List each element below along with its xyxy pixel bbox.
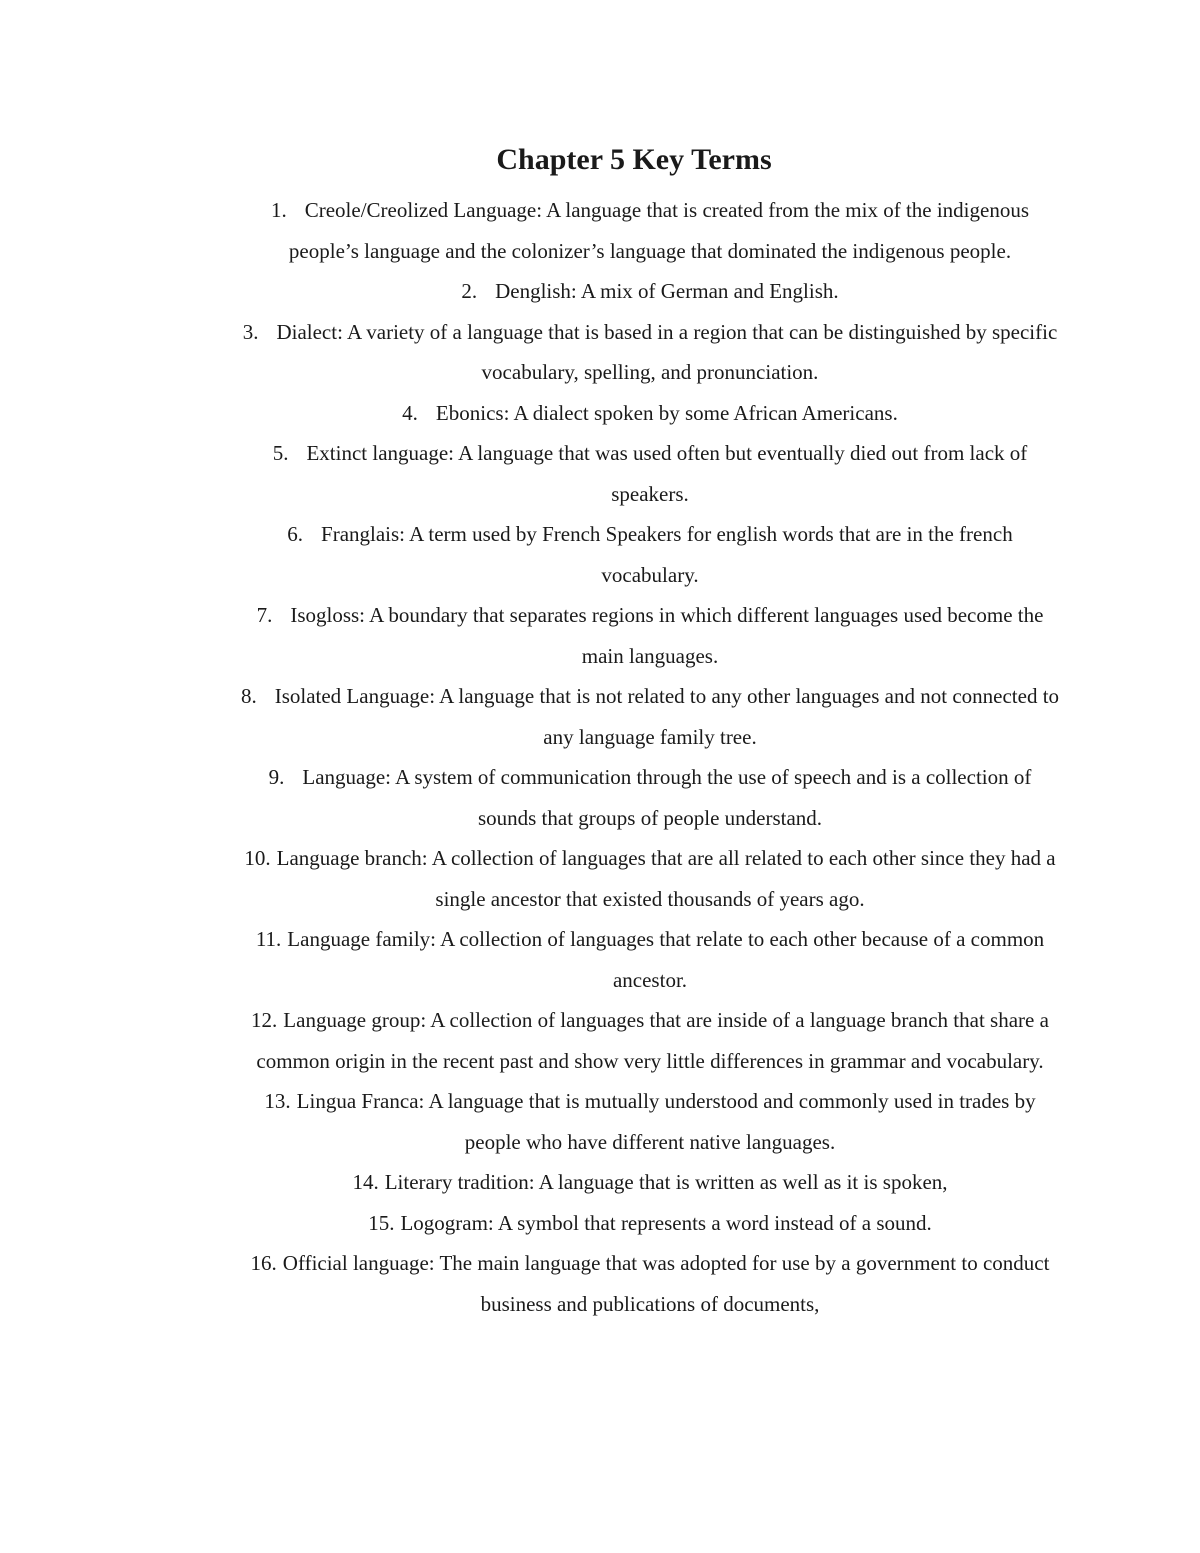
page-title: Chapter 5 Key Terms [496, 143, 772, 176]
term-number: 12. [251, 1008, 278, 1032]
term-text: Dialect: A variety of a language that is based in a region that can be distinguished by specific vocabulary, spelling, and pronunciation. [276, 319, 1058, 384]
term-number: 13. [264, 1089, 291, 1113]
term-text: Lingua Franca: A language that is mutually understood and commonly used in trades by people who have different native languages. [296, 1089, 1036, 1154]
term-number: 9. [268, 765, 285, 789]
list-item [240, 1000, 1060, 1081]
list-item [240, 1081, 1060, 1162]
term-number: 16. [250, 1251, 277, 1275]
term-text: Creole/Creolized Language: A language that is created from the mix of the indigenous people’s language and the colonizer’s language that dominated the indigenous people. [288, 198, 1030, 263]
term-number: 15. [368, 1210, 395, 1235]
list-item [240, 190, 1060, 271]
term-number: 14. [352, 1170, 379, 1194]
term-text: Language family: A collection of languages that relate to each other because of a common ancestor. [287, 927, 1045, 992]
term-number: 1. [270, 198, 287, 222]
term-number: 5. [272, 441, 289, 465]
term-text: Language: A system of communication through the use of speech and is a collection of sounds that groups of people understand. [302, 765, 1032, 830]
list-item [240, 1243, 1060, 1324]
list-item [240, 595, 1060, 676]
list-item [240, 838, 1060, 919]
term-text: Official language: The main language that was adopted for use by a government to conduct business and publications of documents, [282, 1251, 1050, 1316]
term-number: 10. [244, 846, 271, 870]
term-number: 11. [255, 927, 282, 951]
term-text: Literary tradition: A language that is written as well as it is spoken, [384, 1170, 948, 1194]
list-item [240, 514, 1060, 595]
term-text: Language branch: A collection of languages that are all related to each other since they had a single ancestor that existed thousands of years ago. [276, 846, 1056, 911]
list-item [240, 676, 1060, 757]
term-text: Isolated Language: A language that is not related to any other languages and not connected to any language family tree. [274, 684, 1060, 749]
term-text: Extinct language: A language that was used often but eventually died out from lack of speakers. [306, 441, 1028, 506]
list-item [240, 1203, 1060, 1244]
term-number: 6. [287, 522, 304, 546]
term-text: Language group: A collection of languages that are inside of a language branch that share a common origin in the recent past and show very little differences in grammar and vocabulary. [256, 1008, 1049, 1073]
term-text: Denglish: A mix of German and English. [495, 279, 839, 303]
list-item [240, 393, 1060, 434]
term-number: 2. [461, 279, 478, 303]
term-text: Franglais: A term used by French Speakers for english words that are in the french vocabulary. [321, 522, 1013, 587]
term-number: 7. [256, 603, 273, 627]
term-number: 3. [242, 319, 259, 344]
key-terms-list [240, 190, 1060, 1324]
term-text: Logogram: A symbol that represents a word instead of a sound. [400, 1210, 932, 1235]
list-item [240, 271, 1060, 312]
list-item [240, 312, 1060, 393]
term-text: Ebonics: A dialect spoken by some African Americans. [435, 400, 898, 425]
list-item [240, 1162, 1060, 1203]
list-item [240, 433, 1060, 514]
list-item [240, 919, 1060, 1000]
term-text: Isogloss: A boundary that separates regions in which different languages used become the main languages. [290, 603, 1044, 668]
list-item [240, 757, 1060, 838]
term-number: 4. [402, 400, 418, 425]
term-number: 8. [240, 684, 257, 708]
